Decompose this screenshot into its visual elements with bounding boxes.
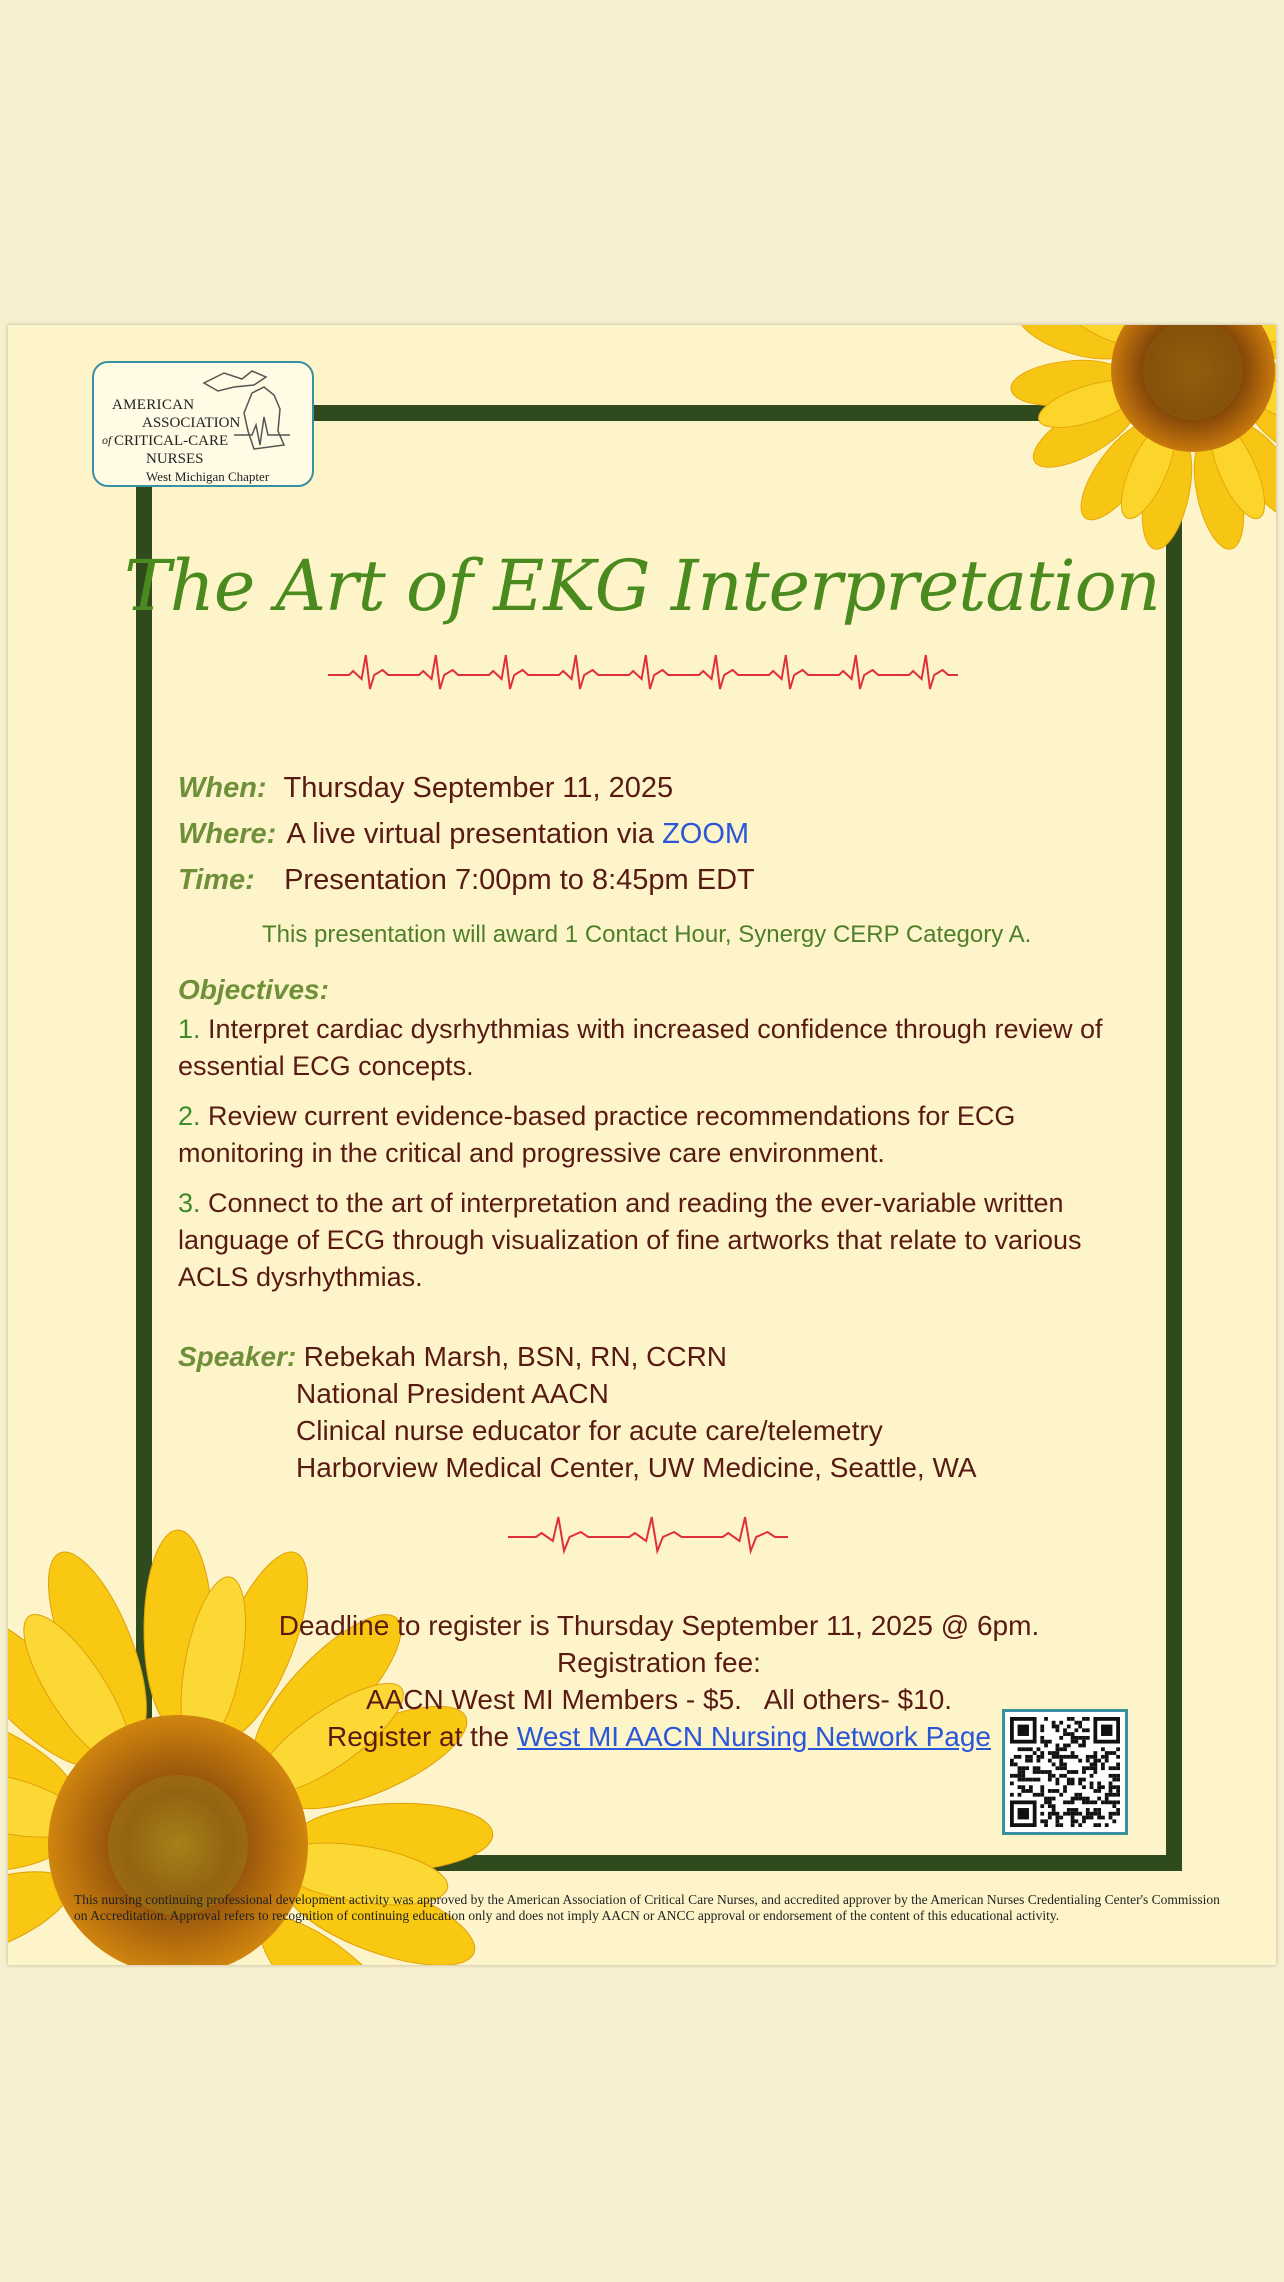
speaker-title: National President AACN	[296, 1378, 609, 1409]
aacn-logo	[92, 361, 314, 487]
page-title: The Art of EKG Interpretation	[124, 545, 1160, 627]
objective-text: Connect to the art of interpretation and reading the ever-variable written language of ECG through visualization of fine artworks that relate to various ACLS dysrhythmias.	[178, 1188, 1082, 1292]
logo-text-critical-care: CRITICAL-CARE	[114, 433, 229, 449]
registration-fees: AACN West MI Members - $5. All others- $10.	[365, 1684, 953, 1715]
event-flyer	[8, 325, 1276, 1965]
when-label: When:	[178, 772, 267, 804]
event-details	[178, 765, 1128, 1486]
objective-number: 3.	[178, 1188, 201, 1218]
logo-text-nurses: NURSES	[146, 451, 204, 467]
speaker-role: Clinical nurse educator for acute care/telemetry	[296, 1415, 883, 1446]
contact-hour-note: This presentation will award 1 Contact Hour, Synergy CERP Category A.	[262, 921, 1032, 948]
objective-item	[178, 1011, 1128, 1085]
speaker-block	[178, 1338, 1128, 1486]
objectives-heading: Objectives:	[178, 974, 329, 1005]
objective-number: 2.	[178, 1101, 201, 1131]
register-prefix: Register at the	[327, 1721, 510, 1752]
register-link[interactable]: West MI AACN Nursing Network Page	[516, 1721, 991, 1752]
logo-text-chapter: West Michigan Chapter	[146, 469, 270, 484]
ekg-line-icon	[328, 653, 958, 693]
when-row	[178, 765, 1128, 811]
logo-text-association: ASSOCIATION	[142, 415, 241, 431]
objective-number: 1.	[178, 1014, 201, 1044]
zoom-link[interactable]: ZOOM	[662, 818, 750, 850]
time-label: Time:	[178, 864, 255, 896]
time-row	[178, 857, 1128, 903]
where-label: Where:	[178, 818, 277, 850]
objective-item	[178, 1185, 1128, 1296]
objective-text: Interpret cardiac dysrhythmias with increased confidence through review of essential ECG concepts.	[178, 1014, 1103, 1081]
when-value: Thursday September 11, 2025	[283, 772, 674, 804]
logo-text-american: AMERICAN	[112, 397, 195, 413]
ekg-line-icon-small	[508, 1515, 788, 1555]
qr-code[interactable]	[1002, 1709, 1128, 1835]
speaker-employer: Harborview Medical Center, UW Medicine, Seattle, WA	[296, 1452, 977, 1483]
registration-fee-label: Registration fee:	[557, 1647, 761, 1678]
logo-text-of: of	[102, 433, 112, 447]
where-row	[178, 811, 1128, 857]
registration-deadline: Deadline to register is Thursday September 11, 2025 @ 6pm.	[278, 1610, 1040, 1641]
accreditation-disclaimer: This nursing continuing professional development activity was approved by the American Association of Critical Care Nurses, and accredited approver by the American Nurses Credentialing Center's Commission on Accreditation. Approval refers to recognition of continuing education only and does not imply AACN or ANCC approval or endorsement of the content of this educational activity.	[74, 1892, 1220, 1923]
objective-text: Review current evidence-based practice recommendations for ECG monitoring in the critical and progressive care environment.	[178, 1101, 1016, 1168]
speaker-label: Speaker:	[178, 1341, 297, 1372]
where-value: A live virtual presentation via	[286, 818, 654, 850]
speaker-name: Rebekah Marsh, BSN, RN, CCRN	[303, 1341, 728, 1372]
time-value: Presentation 7:00pm to 8:45pm EDT	[284, 864, 755, 896]
objective-item	[178, 1098, 1128, 1172]
